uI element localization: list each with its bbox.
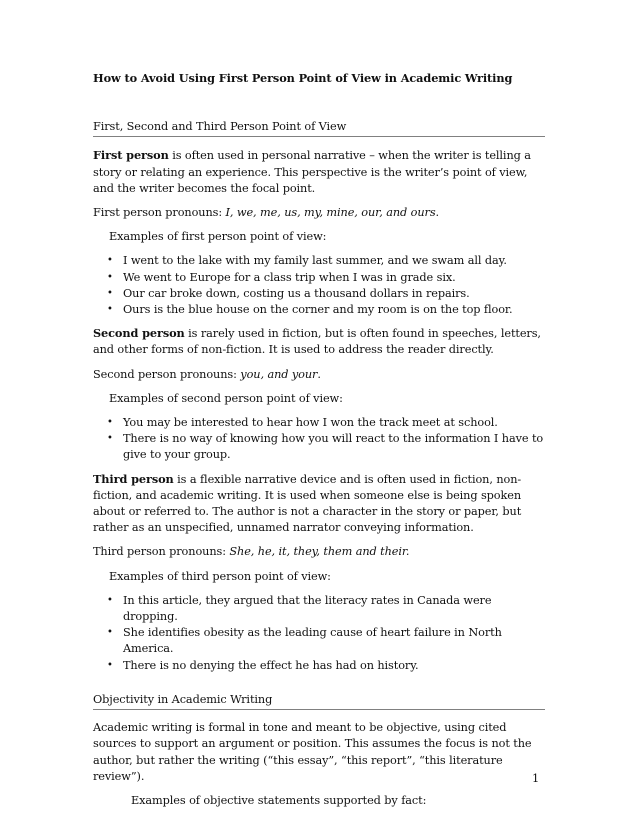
- third-person-pronouns: [93, 544, 545, 560]
- second-person-paragraph: [93, 325, 545, 358]
- second-person-term: Second person: [93, 326, 185, 341]
- pronouns-label: Second person pronouns:: [93, 367, 241, 381]
- list-item: [93, 593, 545, 625]
- list-item: [93, 415, 545, 431]
- first-person-desc: is often used in personal narrative – when the writer is telling a story or relating an experience. This perspective is the writer’s point of view, and the writer becomes the focal point.: [93, 149, 531, 195]
- list-item: [93, 270, 545, 286]
- first-person-paragraph: [93, 147, 545, 197]
- third-person-desc: is a flexible narrative device and is often used in fiction, non-fiction, and academic writing. It is used when someone else is being spoken about or referred to. The author is not a character in the story or paper, but rather as an unspecified, unnamed narrator conveying information.: [93, 472, 522, 535]
- bullet-icon: •: [107, 304, 113, 316]
- pronouns-end: .: [435, 206, 440, 220]
- second-person-pronouns: [93, 367, 545, 383]
- bullet-icon: •: [107, 659, 113, 671]
- list-item-text: She identifies obesity as the leading cause of heart failure in North America.: [123, 626, 502, 656]
- list-item-text: You may be interested to hear how I won the track meet at school.: [123, 416, 498, 430]
- first-person-examples-heading: Examples of first person point of view:: [109, 230, 327, 244]
- bullet-icon: •: [107, 417, 113, 429]
- bullet-icon: •: [107, 627, 113, 639]
- bullet-icon: •: [107, 594, 113, 606]
- list-item-text: We went to Europe for a class trip when I was in grade six.: [123, 270, 456, 284]
- pronouns-list: you, and your: [240, 367, 318, 381]
- list-item-text: There is no way of knowing how you will react to the information I have to give to your group.: [123, 432, 544, 462]
- list-item: [93, 431, 545, 463]
- bullet-icon: •: [107, 287, 113, 299]
- section-heading-objectivity: Objectivity in Academic Writing: [93, 692, 545, 710]
- list-item-text: There is no denying the effect he has had on history.: [123, 658, 419, 672]
- list-item: [93, 286, 545, 302]
- second-person-examples-list: [93, 415, 545, 464]
- objectivity-paragraph: Academic writing is formal in tone and meant to be objective, using cited sources to support an argument or position. This assumes the focus is not the author, but rather the writing (“this essay”, “this report”, “this literature review”).: [93, 721, 532, 783]
- third-person-examples-heading: Examples of third person point of view:: [109, 569, 331, 583]
- second-person-examples-heading: Examples of second person point of view:: [109, 391, 343, 405]
- bullet-icon: •: [107, 271, 113, 283]
- list-item-text: Our car broke down, costing us a thousand dollars in repairs.: [123, 286, 470, 300]
- pronouns-label: First person pronouns:: [93, 206, 226, 220]
- section-heading-pov: First, Second and Third Person Point of View: [93, 119, 545, 137]
- third-person-examples-list: [93, 593, 545, 674]
- pronouns-end: .: [317, 367, 321, 381]
- document-body: [93, 70, 545, 817]
- list-item-text: In this article, they argued that the literacy rates in Canada were dropping.: [123, 593, 492, 624]
- list-item: [93, 625, 545, 657]
- list-item: [93, 253, 545, 269]
- objective-examples-heading: Examples of objective statements supported by fact:: [131, 793, 427, 807]
- bullet-icon: •: [107, 255, 113, 267]
- third-person-term: Third person: [93, 471, 174, 486]
- first-person-pronouns: [93, 205, 545, 221]
- bullet-icon: •: [107, 433, 113, 445]
- third-person-paragraph: [93, 471, 545, 537]
- first-person-examples-list: [93, 253, 545, 318]
- list-item-text: I went to the lake with my family last summer, and we swam all day.: [123, 254, 507, 268]
- page-title: How to Avoid Using First Person Point of View in Academic Writing: [93, 71, 513, 85]
- pronouns-label: Third person pronouns:: [93, 545, 230, 559]
- pronouns-list: I, we, me, us, my, mine, our, and ours: [225, 206, 436, 220]
- list-item: [93, 302, 545, 318]
- pronouns-list: She, he, it, they, them and their.: [229, 545, 410, 559]
- first-person-term: First person: [93, 148, 169, 163]
- list-item-text: Ours is the blue house on the corner and my room is on the top floor.: [123, 303, 513, 317]
- page-number: 1: [532, 772, 540, 785]
- list-item: [93, 658, 545, 674]
- second-person-desc: is rarely used in fiction, but is often found in speeches, letters, and other forms of non-fiction. It is used to address the reader directly.: [93, 327, 541, 357]
